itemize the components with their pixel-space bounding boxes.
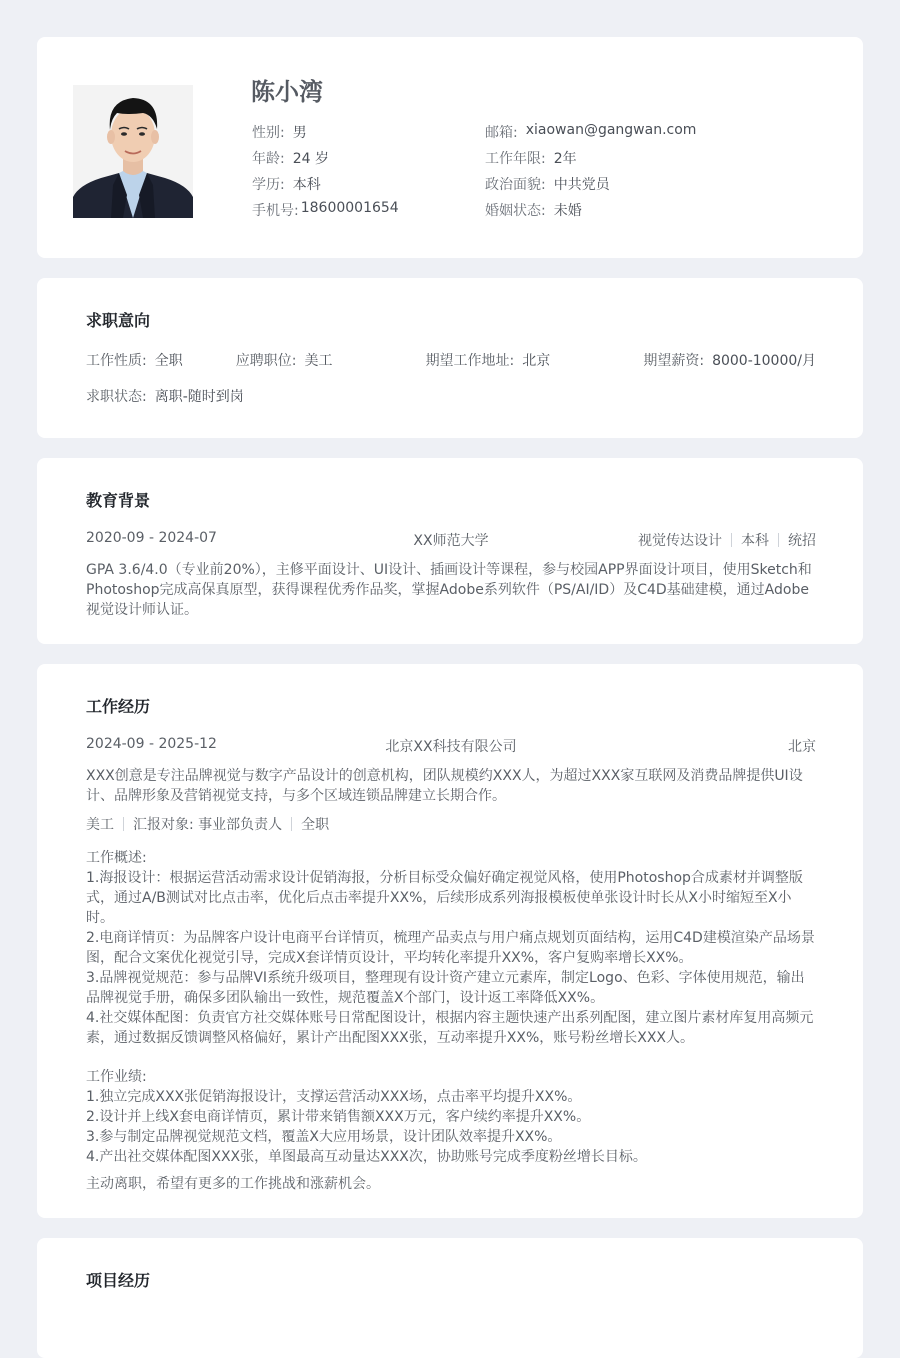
location-label: 期望工作地址: [425,353,515,369]
company-name: 北京XX科技有限公司 [385,739,517,755]
work-years-field [485,148,825,168]
work-position: 美工 [86,817,114,833]
education-card [37,458,863,644]
section-title: 求职意向 [86,311,151,330]
degree-value: 本科 [292,177,321,193]
achievement-title: 工作业绩: [86,1069,147,1085]
section-title: 工作经历 [86,697,151,716]
leave-reason: 主动离职，希望有更多的工作挑战和涨薪机会。 [86,1176,380,1192]
degree: 本科 [741,533,769,549]
job-status-field [86,386,244,406]
salary-field [643,350,816,370]
candidate-name: 陈小湾 [251,78,323,106]
job-status-label: 求职状态: [86,389,147,405]
work-tags [86,814,329,834]
company-description: XXX创意是专注品牌视觉与数字产品设计的创意机构，团队规模约XXX人，为超过XXX家互联网及消费品牌提供UI设计、品牌形象及营销视觉支持，与多个区域连锁品牌建立长期合作。 [86,768,803,804]
report-to: 汇报对象: 事业部负责人 [133,817,283,833]
section-title: 教育背景 [86,491,151,510]
marital-status-field [485,200,825,220]
political-status-value: 中共党员 [553,177,610,193]
job-type-value: 全职 [154,353,183,369]
work-experience-card [37,664,863,1218]
degree-field [252,174,485,194]
age-field [252,148,485,168]
email-field [485,122,825,142]
job-intention-card [37,278,863,438]
degree-label: 学历: [252,177,285,193]
job-status-value: 离职-随时到岗 [154,389,244,405]
salary-label: 期望薪资: [643,353,705,369]
education-header-row [86,530,816,550]
position-value: 美工 [304,353,333,369]
info-row [252,119,825,145]
achievement-item: 1.独立完成XXX张促销海报设计，支撑运营活动XXX场，点击率平均提升XX%。 [86,1089,582,1105]
intention-row [86,350,816,370]
achievement-item: 4.产出社交媒体配图XXX张，单图最高互动量达XXX次，协助账号完成季度粉丝增长目标。 [86,1149,647,1165]
job-type-field [86,350,183,370]
marital-status-value: 未婚 [553,203,582,219]
overview-title: 工作概述: [86,850,147,866]
work-achievements [86,1067,816,1167]
gender-label: 性别: [252,125,285,141]
age-label: 年龄: [252,151,285,167]
basic-info-grid [252,119,825,223]
enrollment-type: 统招 [788,533,816,549]
email-value: xiaowan@gangwan.com [525,122,697,138]
intention-row [86,386,816,406]
salary-value: 8000-10000/月 [712,353,816,369]
work-header-row [86,736,816,756]
overview-item: 2.电商详情页：为品牌客户设计电商平台详情页，梳理产品卖点与用户痛点规划页面结构，运用C4D建模渲染产品场景图，配合文案优化视觉引导，完成X套详情页设计，平均转化率提升XX%，客户复购率增长XX%。 [86,930,815,966]
political-status-field [485,174,825,194]
gender-field [252,122,485,142]
work-years-label: 工作年限: [485,151,546,167]
education-description: GPA 3.6/4.0（专业前20%），主修平面设计、UI设计、插画设计等课程，参与校园APP界面设计项目，使用Sketch和Photoshop完成高保真原型，获得课程优秀作品奖，掌握Adobe系列软件（PS/AI/ID）及C4D基础建模，通过Adobe视觉设计师认证。 [86,562,812,618]
overview-item: 1.海报设计：根据运营活动需求设计促销海报，分析目标受众偏好确定视觉风格，使用Photoshop合成素材并调整版式，通过A/B测试对比点击率，优化后点击率提升XX%，后续形成系列海报模板使单张设计时长从X小时缩短至X小时。 [86,870,803,926]
info-row [252,171,825,197]
political-status-label: 政治面貌: [485,177,546,193]
work-city: 北京 [788,739,816,755]
education-period: 2020-09 - 2024-07 [86,530,217,546]
education-tags [638,530,816,550]
divider [731,533,732,547]
divider [778,533,779,547]
info-row [252,197,825,223]
school-name: XX师范大学 [413,533,489,549]
avatar-portrait-image [73,85,193,218]
location-field [426,350,551,370]
gender-value: 男 [292,125,307,141]
profile-card [37,37,863,258]
work-period: 2024-09 - 2025-12 [86,736,217,752]
project-experience-card [37,1238,863,1358]
phone-field [252,200,485,220]
location-value: 北京 [522,353,551,369]
divider [291,817,292,831]
overview-item: 4.社交媒体配图：负责官方社交媒体账号日常配图设计，根据内容主题快速产出系列配图，建立图片素材库复用高频元素，通过数据反馈调整风格偏好，累计产出配图XXX张，互动率提升XX%，账号粉丝增长XXX人。 [86,1010,814,1046]
info-row [252,145,825,171]
marital-status-label: 婚姻状态: [485,203,546,219]
section-title: 项目经历 [86,1271,151,1290]
work-overview [86,848,816,1048]
phone-label: 手机号: [252,203,299,219]
achievement-item: 3.参与制定品牌视觉规范文档，覆盖X大应用场景，设计团队效率提升XX%。 [86,1129,562,1145]
work-years-value: 2年 [553,151,577,167]
work-job-type: 全职 [301,817,330,833]
email-label: 邮箱: [485,125,518,141]
age-value: 24 岁 [292,151,329,167]
job-type-label: 工作性质: [86,353,147,369]
divider [123,817,124,831]
avatar-photo [73,85,193,218]
position-label: 应聘职位: [235,353,297,369]
major: 视觉传达设计 [638,533,722,549]
phone-value: 18600001654 [300,200,399,216]
achievement-item: 2.设计并上线X套电商详情页，累计带来销售额XXX万元，客户续约率提升XX%。 [86,1109,591,1125]
position-field [236,350,333,370]
overview-item: 3.品牌视觉规范：参与品牌VI系统升级项目，整理现有设计资产建立元素库，制定Logo、色彩、字体使用规范，输出品牌视觉手册，确保多团队输出一致性，规范覆盖X个部门，设计返工率降低XX%。 [86,970,805,1006]
